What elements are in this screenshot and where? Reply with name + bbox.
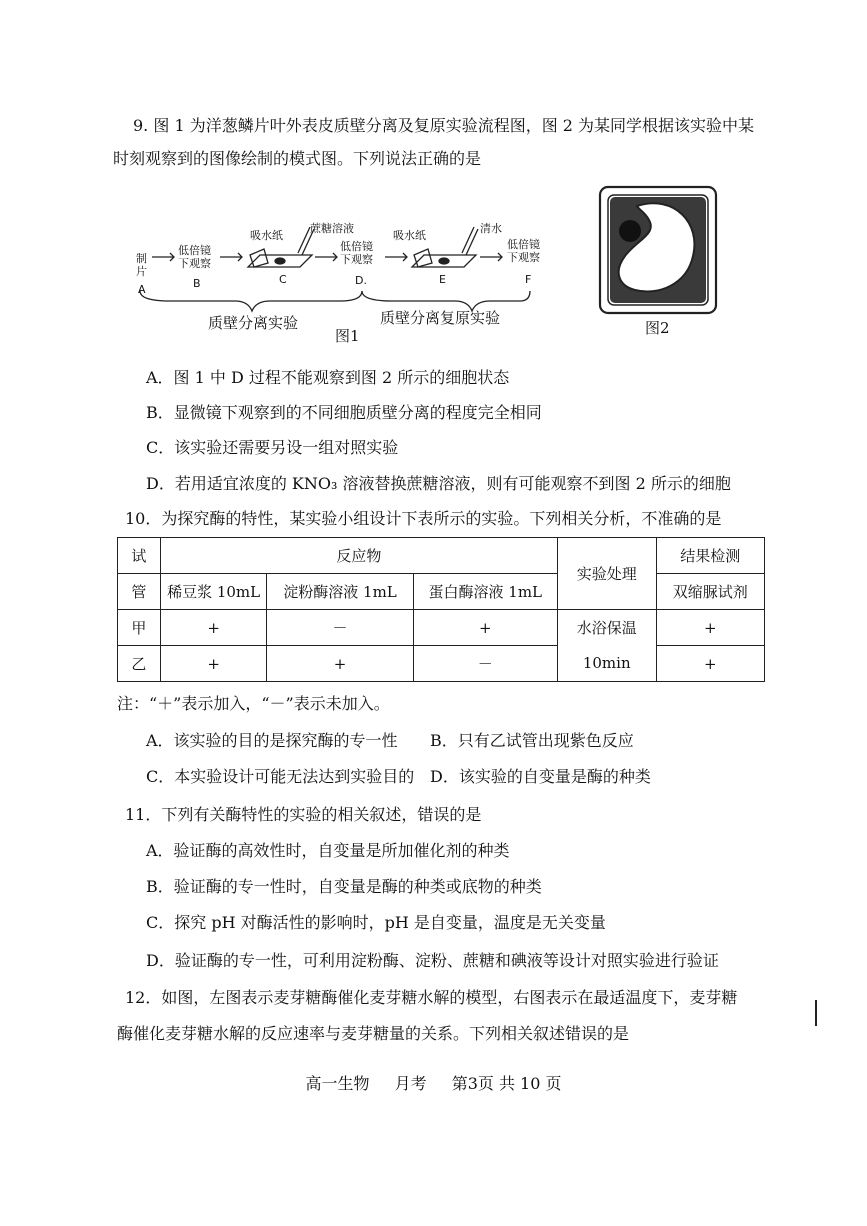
fig1-caption: 图1 xyxy=(335,327,360,345)
fig1-section-2: 质壁分离复原实验 xyxy=(380,309,501,327)
fig1-blotting-paper-2: 吸水纸 xyxy=(393,229,426,242)
q9-stem-line2: 时刻观察到的图像绘制的模式图。下列说法正确的是 xyxy=(113,149,482,168)
q10-option-c[interactable]: C．本实验设计可能无法达到实验目的 xyxy=(146,767,415,786)
fig1-step-e: E xyxy=(439,273,446,286)
table-cell-soy: + xyxy=(160,646,267,682)
fig2-caption: 图2 xyxy=(645,319,670,337)
fig1-low-observe-1: 低倍镜 下观察 xyxy=(178,244,211,270)
table-reactants-header: 反应物 xyxy=(160,538,557,574)
table-cell-treatment: 10min xyxy=(557,646,656,682)
table-col-amylase: 淀粉酶溶液 1mL xyxy=(267,574,413,610)
table-cell-soy: + xyxy=(160,610,267,646)
table-result-header: 结果检测 xyxy=(656,538,764,574)
table-cell-amylase: + xyxy=(267,646,413,682)
fig2-cell-drawing xyxy=(597,184,719,316)
q9-stem-line1: 9. 图 1 为洋葱鳞片叶外表皮质壁分离及复原实验流程图，图 2 为某同学根据该实验中某 xyxy=(133,116,755,135)
q10-stem: 10．为探究酶的特性，某实验小组设计下表所示的实验。下列相关分析，不准确的是 xyxy=(125,509,722,528)
table-cell-protease: + xyxy=(413,610,557,646)
fig1-sucrose-solution: 蔗糖溶液 xyxy=(310,222,354,235)
q9-option-c[interactable]: C．该实验还需要另设一组对照实验 xyxy=(146,438,399,457)
table-cell-protease: － xyxy=(413,646,557,682)
q9-option-d[interactable]: D．若用适宜浓度的 KNO₃ 溶液替换蔗糖溶液，则有可能观察不到图 2 所示的细胞 xyxy=(146,474,731,493)
table-tube-label-top: 试 xyxy=(118,538,161,574)
table-tube-label-bottom: 管 xyxy=(118,574,161,610)
q11-option-b[interactable]: B．验证酶的专一性时，自变量是酶的种类或底物的种类 xyxy=(146,877,542,896)
q10-option-b[interactable]: B．只有乙试管出现紫色反应 xyxy=(430,731,634,750)
q11-option-c[interactable]: C．探究 pH 对酶活性的影响时，pH 是自变量，温度是无关变量 xyxy=(146,913,606,932)
footer-page-number: 第3页 共 10 页 xyxy=(451,1074,562,1093)
q9-option-a[interactable]: A．图 1 中 D 过程不能观察到图 2 所示的细胞状态 xyxy=(146,368,510,387)
q10-option-a[interactable]: A．该实验的目的是探究酶的专一性 xyxy=(146,731,398,750)
table-treatment-header: 实验处理 xyxy=(557,538,656,610)
table-row xyxy=(118,610,765,646)
fig1-make-slide: 制片 xyxy=(136,252,147,278)
table-col-biuret: 双缩脲试剂 xyxy=(656,574,764,610)
q10-option-d[interactable]: D．该实验的自变量是酶的种类 xyxy=(430,767,651,786)
fig1-low-observe-2: 低倍镜 下观察 xyxy=(340,240,373,266)
fig1-section-1: 质壁分离实验 xyxy=(208,314,299,332)
q9-option-b[interactable]: B．显微镜下观察到的不同细胞质壁分离的程度完全相同 xyxy=(146,403,542,422)
fig1-step-d: D. xyxy=(355,274,367,287)
fig1-low-observe-3: 低倍镜 下观察 xyxy=(507,238,540,264)
table-col-soy: 稀豆浆 10mL xyxy=(160,574,267,610)
page-footer xyxy=(0,1071,867,1094)
table-cell-tube: 乙 xyxy=(118,646,161,682)
table-cell-treatment: 水浴保温 xyxy=(557,610,656,646)
fig1-step-b: B xyxy=(193,277,201,290)
q11-option-a[interactable]: A．验证酶的高效性时，自变量是所加催化剂的种类 xyxy=(146,841,510,860)
fig1-step-f: F xyxy=(525,273,532,286)
table-cell-amylase: － xyxy=(267,610,413,646)
fig1-step-c: C xyxy=(279,273,287,286)
q11-stem: 11．下列有关酶特性的实验的相关叙述，错误的是 xyxy=(125,805,482,824)
q12-stem-line1: 12．如图，左图表示麦芽糖酶催化麦芽糖水解的模型，右图表示在最适温度下，麦芽糖 xyxy=(125,988,738,1007)
table-cell-result: + xyxy=(656,646,764,682)
q11-option-d[interactable]: D．验证酶的专一性，可利用淀粉酶、淀粉、蔗糖和碘液等设计对照实验进行验证 xyxy=(146,951,719,970)
table-col-protease: 蛋白酶溶液 1mL xyxy=(413,574,557,610)
margin-mark xyxy=(815,1000,817,1026)
q10-note: 注：“＋”表示加入，“－”表示未加入。 xyxy=(117,694,390,713)
fig1-step-a: A xyxy=(138,283,146,296)
table-cell-tube: 甲 xyxy=(118,610,161,646)
footer-exam: 月考 xyxy=(394,1074,427,1093)
q10-experiment-table xyxy=(117,537,765,682)
q12-stem-line2: 酶催化麦芽糖水解的反应速率与麦芽糖量的关系。下列相关叙述错误的是 xyxy=(117,1024,630,1043)
table-row xyxy=(118,646,765,682)
fig1-clear-water: 清水 xyxy=(480,222,502,235)
fig1-blotting-paper-1: 吸水纸 xyxy=(250,229,283,242)
footer-subject: 高一生物 xyxy=(305,1074,370,1093)
table-cell-result: + xyxy=(656,610,764,646)
